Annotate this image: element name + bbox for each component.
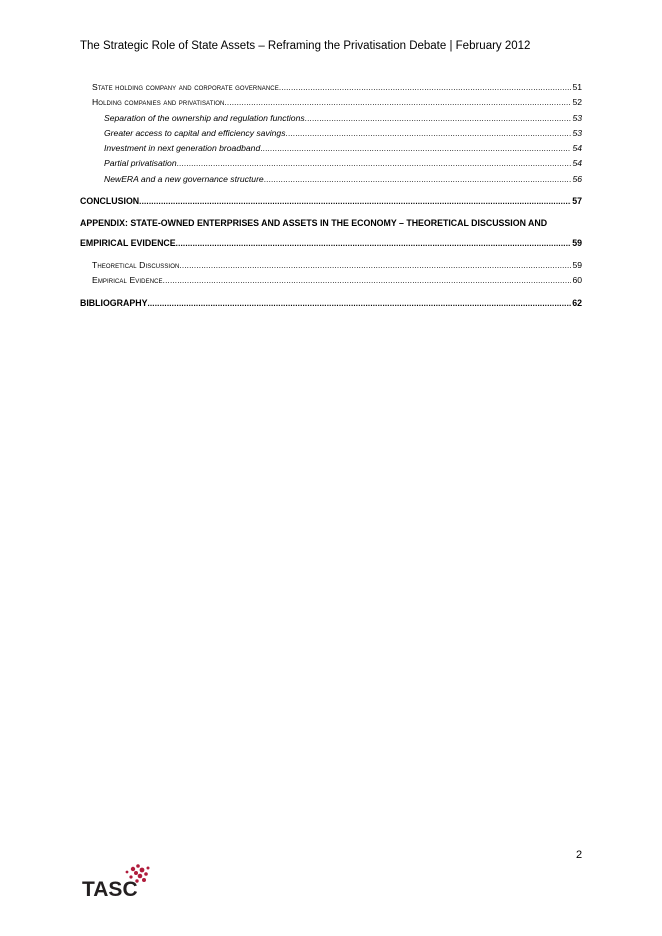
dot-leader: [147, 296, 571, 311]
toc-entry-page: 60: [572, 275, 582, 286]
toc-entry[interactable]: [80, 194, 582, 209]
toc-entry-label: Partial privatisation: [104, 158, 177, 169]
toc-entry-label: Empirical Evidence: [92, 275, 163, 286]
toc-entry[interactable]: [80, 296, 582, 311]
dot-leader: [176, 236, 572, 251]
dot-leader: [279, 80, 572, 95]
toc-entry[interactable]: [80, 258, 582, 273]
toc-entry-label: State holding company and corporate governance: [92, 82, 279, 92]
toc-entry-label: EMPIRICAL EVIDENCE: [80, 237, 176, 248]
toc-entry[interactable]: [80, 273, 582, 288]
toc-entry-label: Separation of the ownership and regulation functions: [104, 112, 305, 123]
tasc-logo-icon: [82, 862, 154, 902]
toc-entry-page: 51: [572, 82, 582, 92]
toc-entry-page: 52: [572, 97, 582, 108]
dot-leader: [179, 258, 571, 273]
toc-entry-page: 56: [572, 173, 582, 184]
toc-entry-label: BIBLIOGRAPHY: [80, 297, 148, 308]
toc-entry-page: 59: [572, 259, 582, 270]
page-number: 2: [576, 849, 583, 861]
toc-entry[interactable]: [80, 95, 582, 110]
tasc-logo: [82, 862, 154, 902]
dot-leader: [286, 126, 572, 141]
dot-leader: [305, 111, 572, 126]
toc-entry[interactable]: [80, 141, 582, 156]
running-header: The Strategic Role of State Assets – Reframing the Privatisation Debate | February 2012: [80, 40, 531, 52]
toc-entry-label-line1[interactable]: APPENDIX: STATE-OWNED ENTERPRISES AND ASSETS IN THE ECONOMY – THEORETICAL DISCUSSION AND: [80, 218, 548, 229]
toc-entry-label: Investment in next generation broadband: [104, 143, 261, 154]
toc-entry[interactable]: [80, 236, 582, 251]
toc-entry[interactable]: [80, 156, 582, 171]
toc-entry-label: CONCLUSION: [80, 196, 140, 207]
logo-text: TASC: [82, 878, 138, 901]
toc-entry-page: 54: [572, 143, 582, 154]
dot-leader: [224, 95, 571, 110]
toc-entry-page: 53: [572, 127, 582, 138]
toc-entry-page: 57: [572, 196, 582, 207]
toc-entry-label: Theoretical Discussion: [92, 259, 180, 270]
toc-entry-page: 62: [572, 297, 582, 308]
table-of-contents: [80, 80, 582, 311]
toc-entry-page: 59: [572, 237, 582, 248]
toc-entry[interactable]: [80, 111, 582, 126]
dot-leader: [163, 273, 572, 288]
toc-entry-label: Greater access to capital and efficiency savings: [104, 127, 286, 138]
toc-entry-page: 54: [572, 158, 582, 169]
toc-entry[interactable]: [80, 172, 582, 187]
dot-leader: [139, 194, 571, 209]
dot-leader: [264, 172, 572, 187]
toc-entry[interactable]: [80, 126, 582, 141]
dot-leader: [177, 156, 572, 171]
dot-leader: [260, 141, 571, 156]
toc-entry[interactable]: [80, 80, 582, 95]
toc-entry-label: Holding companies and privatisation: [92, 97, 225, 108]
toc-entry-label: NewERA and a new governance structure: [104, 173, 264, 184]
toc-entry-page: 53: [572, 112, 582, 123]
